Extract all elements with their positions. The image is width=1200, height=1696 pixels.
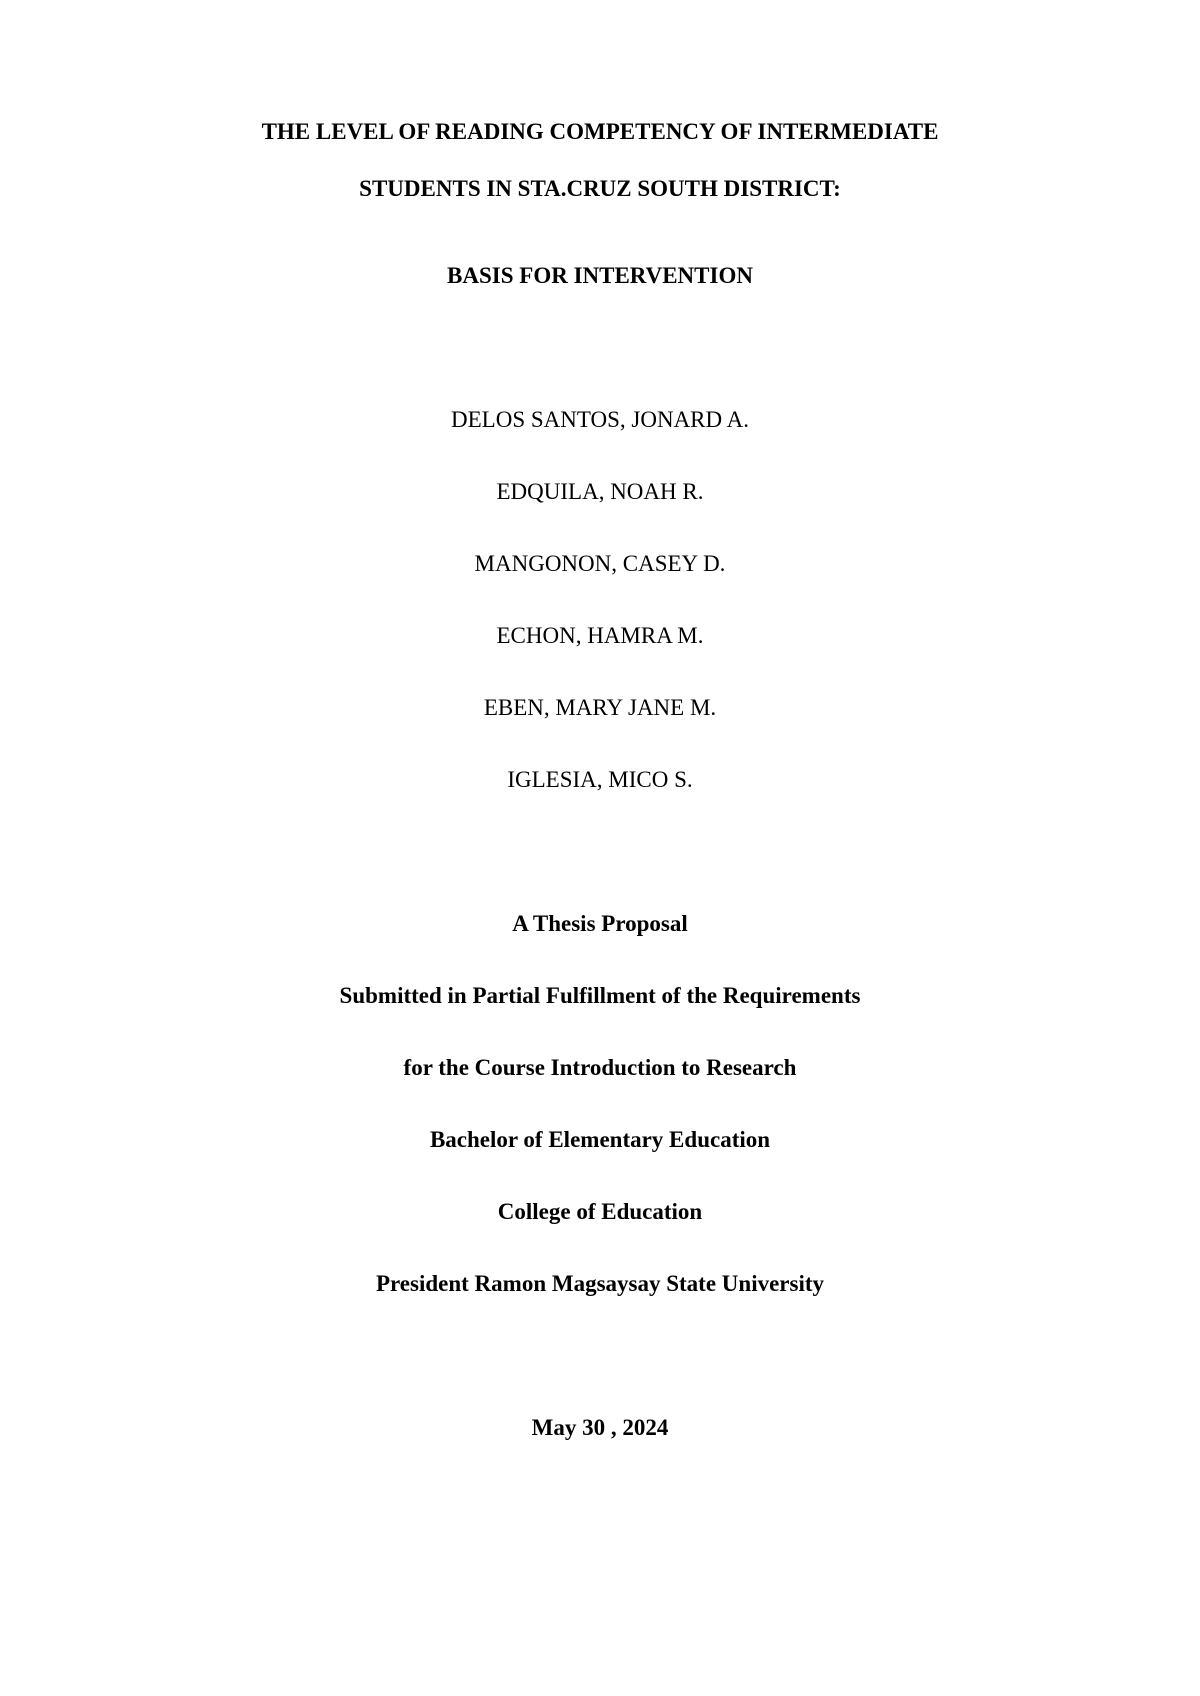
author-3: MANGONON, CASEY D. (474, 551, 726, 576)
submission-statement: Submitted in Partial Fulfillment of the Requirements (339, 983, 861, 1008)
author-6: IGLESIA, MICO S. (507, 767, 693, 792)
thesis-type: A Thesis Proposal (512, 911, 688, 936)
university-name: President Ramon Magsaysay State University (375, 1271, 825, 1296)
degree-program: Bachelor of Elementary Education (429, 1127, 771, 1152)
college-name: College of Education (497, 1199, 703, 1224)
submission-date: May 30 , 2024 (531, 1415, 669, 1440)
author-5: EBEN, MARY JANE M. (483, 695, 717, 720)
author-2: EDQUILA, NOAH R. (496, 479, 704, 504)
course-name: for the Course Introduction to Research (403, 1055, 797, 1080)
title-line-2: STUDENTS IN STA.CRUZ SOUTH DISTRICT: (359, 176, 841, 201)
author-1: DELOS SANTOS, JONARD A. (451, 407, 749, 432)
title-line-3: BASIS FOR INTERVENTION (447, 263, 753, 288)
author-4: ECHON, HAMRA M. (496, 623, 704, 648)
title-line-1: THE LEVEL OF READING COMPETENCY OF INTERMEDIATE (261, 119, 939, 144)
